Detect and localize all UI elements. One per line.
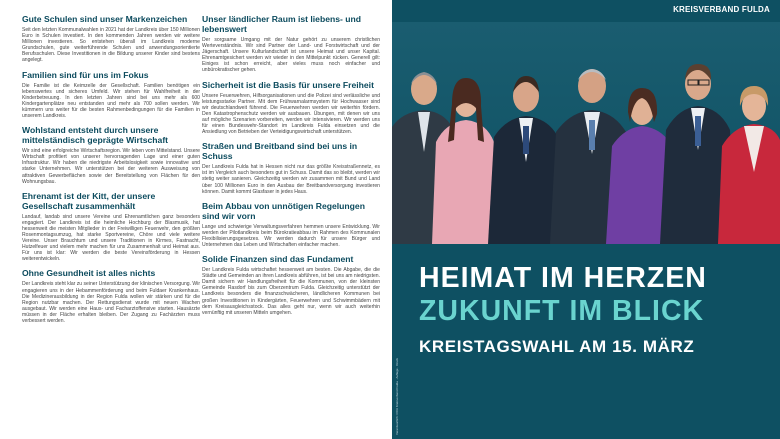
section-body: Lange und schwierige Verwaltungsverfahren hemmen unsere Entwicklung. Wir werden der Pilotlandkreis beim Bürokratieabbau im Rahmen des Kommunalen Flexibilisierungsgesetzes. Wir werden dadurch für unsere Bürger und Unternehmen das Leben und Wirtschaften einfacher machen.	[202, 223, 380, 248]
section-body: Der sorgsame Umgang mit der Natur gehört zu unserem christlichen Werteverständnis. Wir sind Partner der Land- und Forstwirtschaft und der Jägerschaft. Unsere Kulturlandschaft ist unsere Heimat und unser Kapital. Ehrenamtgesichert werden wir wieder in den Mittelpunkt rücken. Generell gilt: Einiges ist schon erreicht, aber vieles muss noch einfacher und unbürokratischer gehen.	[202, 37, 380, 74]
program-section	[22, 14, 200, 64]
candidate-group-photo	[392, 22, 780, 244]
section-body: Landauf, landab sind unsere Vereine und Ehrenamtlichen ganz besonders engagiert. Der Landkreis ist die heimliche Hochburg der Blasmusik, hat hessenweit die meisten Mitglieder in der Freiwilligen Feuerwehr, den größten Rosenmontagsumzug, hat starke Sportvereine, Chöre und viele weitere Vereine. Unser Brauchtum und unsere Traditionen in Kirmes, Fastnacht, Hutzelfeuer und vielem mehr machen für uns Zusammenhalt und Heimat aus. Für uns ist klar: Wir werden die beste Vereinsförderung in Hessen weiterentwickeln.	[22, 213, 200, 263]
imprint-text: Verantwortlich: CDU Kreisverband Fulda · Auflage · Druck	[395, 357, 399, 435]
section-heading: Unser ländlicher Raum ist liebens- und lebenswert	[202, 14, 362, 34]
program-section	[202, 80, 380, 136]
section-heading: Solide Finanzen sind das Fundament	[202, 254, 354, 265]
program-section	[22, 268, 200, 324]
program-section	[202, 14, 380, 74]
headline-line-1: HEIMAT IM HERZEN	[419, 262, 707, 294]
section-body: Unsere Feuerwehren, Hilfsorganisationen und die Polizei sind verlässliche und leistungsstarke Partner. Mit dem Frühwarnalarmsystem für Hochwasser sind wir deutschlandweit führend. Die Feuerwehren werden wir weiterhin fördern. Den Katastrophenschutz werden wir ausbauen. Übungen, mit denen wir uns auf mögliche Szenarien vorbereiten, werden wir intensivieren. Wir werden uns für einen Bundeswehr-Standort im Landkreis Fulda einsetzen und die Ansiedlung von Betrieben der Verteidigungswirtschaft unterstützen.	[202, 92, 380, 136]
section-body: Wir sind eine erfolgreiche Wirtschaftsregion. Wir leben vom Mittelstand. Unsere Wirtschaft profitiert von unserer hervorragenden Lage und einer guten Infrastruktur. Wir haben die niedrigste Arbeitslosigkeit sowie innovative und starke Unternehmen. Wir unterstützen bei der weiteren Ausweisung von attraktiven Gewerbeflächen sowie der Bereitstellung von Flächen für den Wohnungsbau.	[22, 148, 200, 185]
program-section	[22, 191, 200, 263]
program-section	[202, 254, 380, 316]
section-heading: Gute Schulen sind unser Markenzeichen	[22, 14, 188, 24]
section-heading: Wohlstand entsteht durch unsere mittelständisch geprägte Wirtschaft	[22, 125, 169, 146]
section-heading: Ehrenamt ist der Kitt, der unsere Gesellschaft zusammenhält	[22, 190, 156, 211]
section-body: Der Landkreis Fulda hat in Hessen nicht nur das größte Kreisstraßennetz, es ist im Vergleich auch besonders gut in Schuss. Damit das so bleibt, werden wir stetig weiter sanieren. Gleichzeitig werden wir zusammen mit Bund und Land über 100 Millionen Euro in den Ausbau der Breitbandversorgung investieren können. Damit kommt Glasfaser in jedes Haus.	[202, 164, 380, 195]
section-body: Der Landkreis steht klar zu seiner Unterstützung der klinischen Versorgung. Wir engagieren uns in der Hebammenförderung und beim Fuldaer Krankenhaus. Die Medizinerausbildung in der Region Fulda wollen wir stärken und für die Region nutzbar machen. Der Rettungsdienst wurde mit neuen Wachen ausgebaut. Wir werden eine Haus- und Facharztoffensive starten. Hausärzte müssen in der Fläche erhalten bleiben. Der Zugang zu Fachärzten muss verbessert werden.	[22, 281, 200, 324]
program-section	[22, 125, 200, 185]
section-heading: Beim Abbau von unnötigen Regelungen sind wir vorn	[202, 200, 365, 221]
campaign-panel	[392, 0, 780, 439]
section-heading: Straßen und Breitband sind bei uns in Schuss	[202, 141, 358, 162]
campaign-headline	[419, 262, 779, 357]
program-section	[202, 141, 380, 194]
section-body: Der Landkreis Fulda wirtschaftet hessenweit am besten. Die Abgabe, die die Städte und Gemeinden an ihren Landkreis abführen, ist bei uns am niedrigsten. Damit sichern wir Handlungsfreiheit für die Kommunen, von der kleinsten Gemeinde Rasdorf bis zum Oberzentrum Fulda. Gleichzeitig unterstützt der Landkreis besonders die finanzschwächeren, ländlicheren Kommunen bei großen Investitionen in Kindergärten, Feuerwehren und Schwimmbädern mit dem Kreisausgleichsstock. Das alles geht nur, wenn wir auch weiterhin vernünftig mit unseren Mitteln umgehen.	[202, 267, 380, 316]
section-heading: Ohne Gesundheit ist alles nichts	[22, 268, 156, 279]
program-column-right	[202, 14, 380, 322]
election-date-line: KREISTAGSWAHL AM 15. MÄRZ	[419, 337, 695, 356]
program-section	[202, 201, 380, 248]
section-body: Seit den letzten Kommunalwahlen in 2021 hat der Landkreis über 150 Millionen Euro in Schulen investiert. In den kommenden Jahren werden wir weitere Millionen investieren. So entstehen überall im Landkreis moderne Grundschulen, gute weiterführende Schulen und anwendungsorientierte Berufsschulen. Diese Investitionen in die Bildung unserer Kinder sind bestens angelegt.	[22, 27, 200, 64]
section-heading: Sicherheit ist die Basis für unsere Freiheit	[202, 79, 374, 90]
party-chapter-label: KREISVERBAND FULDA	[673, 5, 770, 14]
program-column-left	[22, 14, 200, 330]
program-section	[22, 70, 200, 120]
section-heading: Familien sind für uns im Fokus	[22, 69, 149, 80]
section-body: Die Familie ist die Keimzelle der Gesellschaft. Familien benötigen ein lebenswertes und sicheres Umfeld. Wir stehen für Wahlfreiheit in der Kinderbetreuung. In den letzten Jahren sind bei uns mehr als 600 Kindergartenplätze neu entstanden und mehr als 700 sollen werden. Wir kümmern uns weiter für die besten Rahmenbedingungen für die Familien in unserem Landkreis.	[22, 82, 200, 120]
headline-line-2: ZUKUNFT IM BLICK	[419, 295, 705, 327]
